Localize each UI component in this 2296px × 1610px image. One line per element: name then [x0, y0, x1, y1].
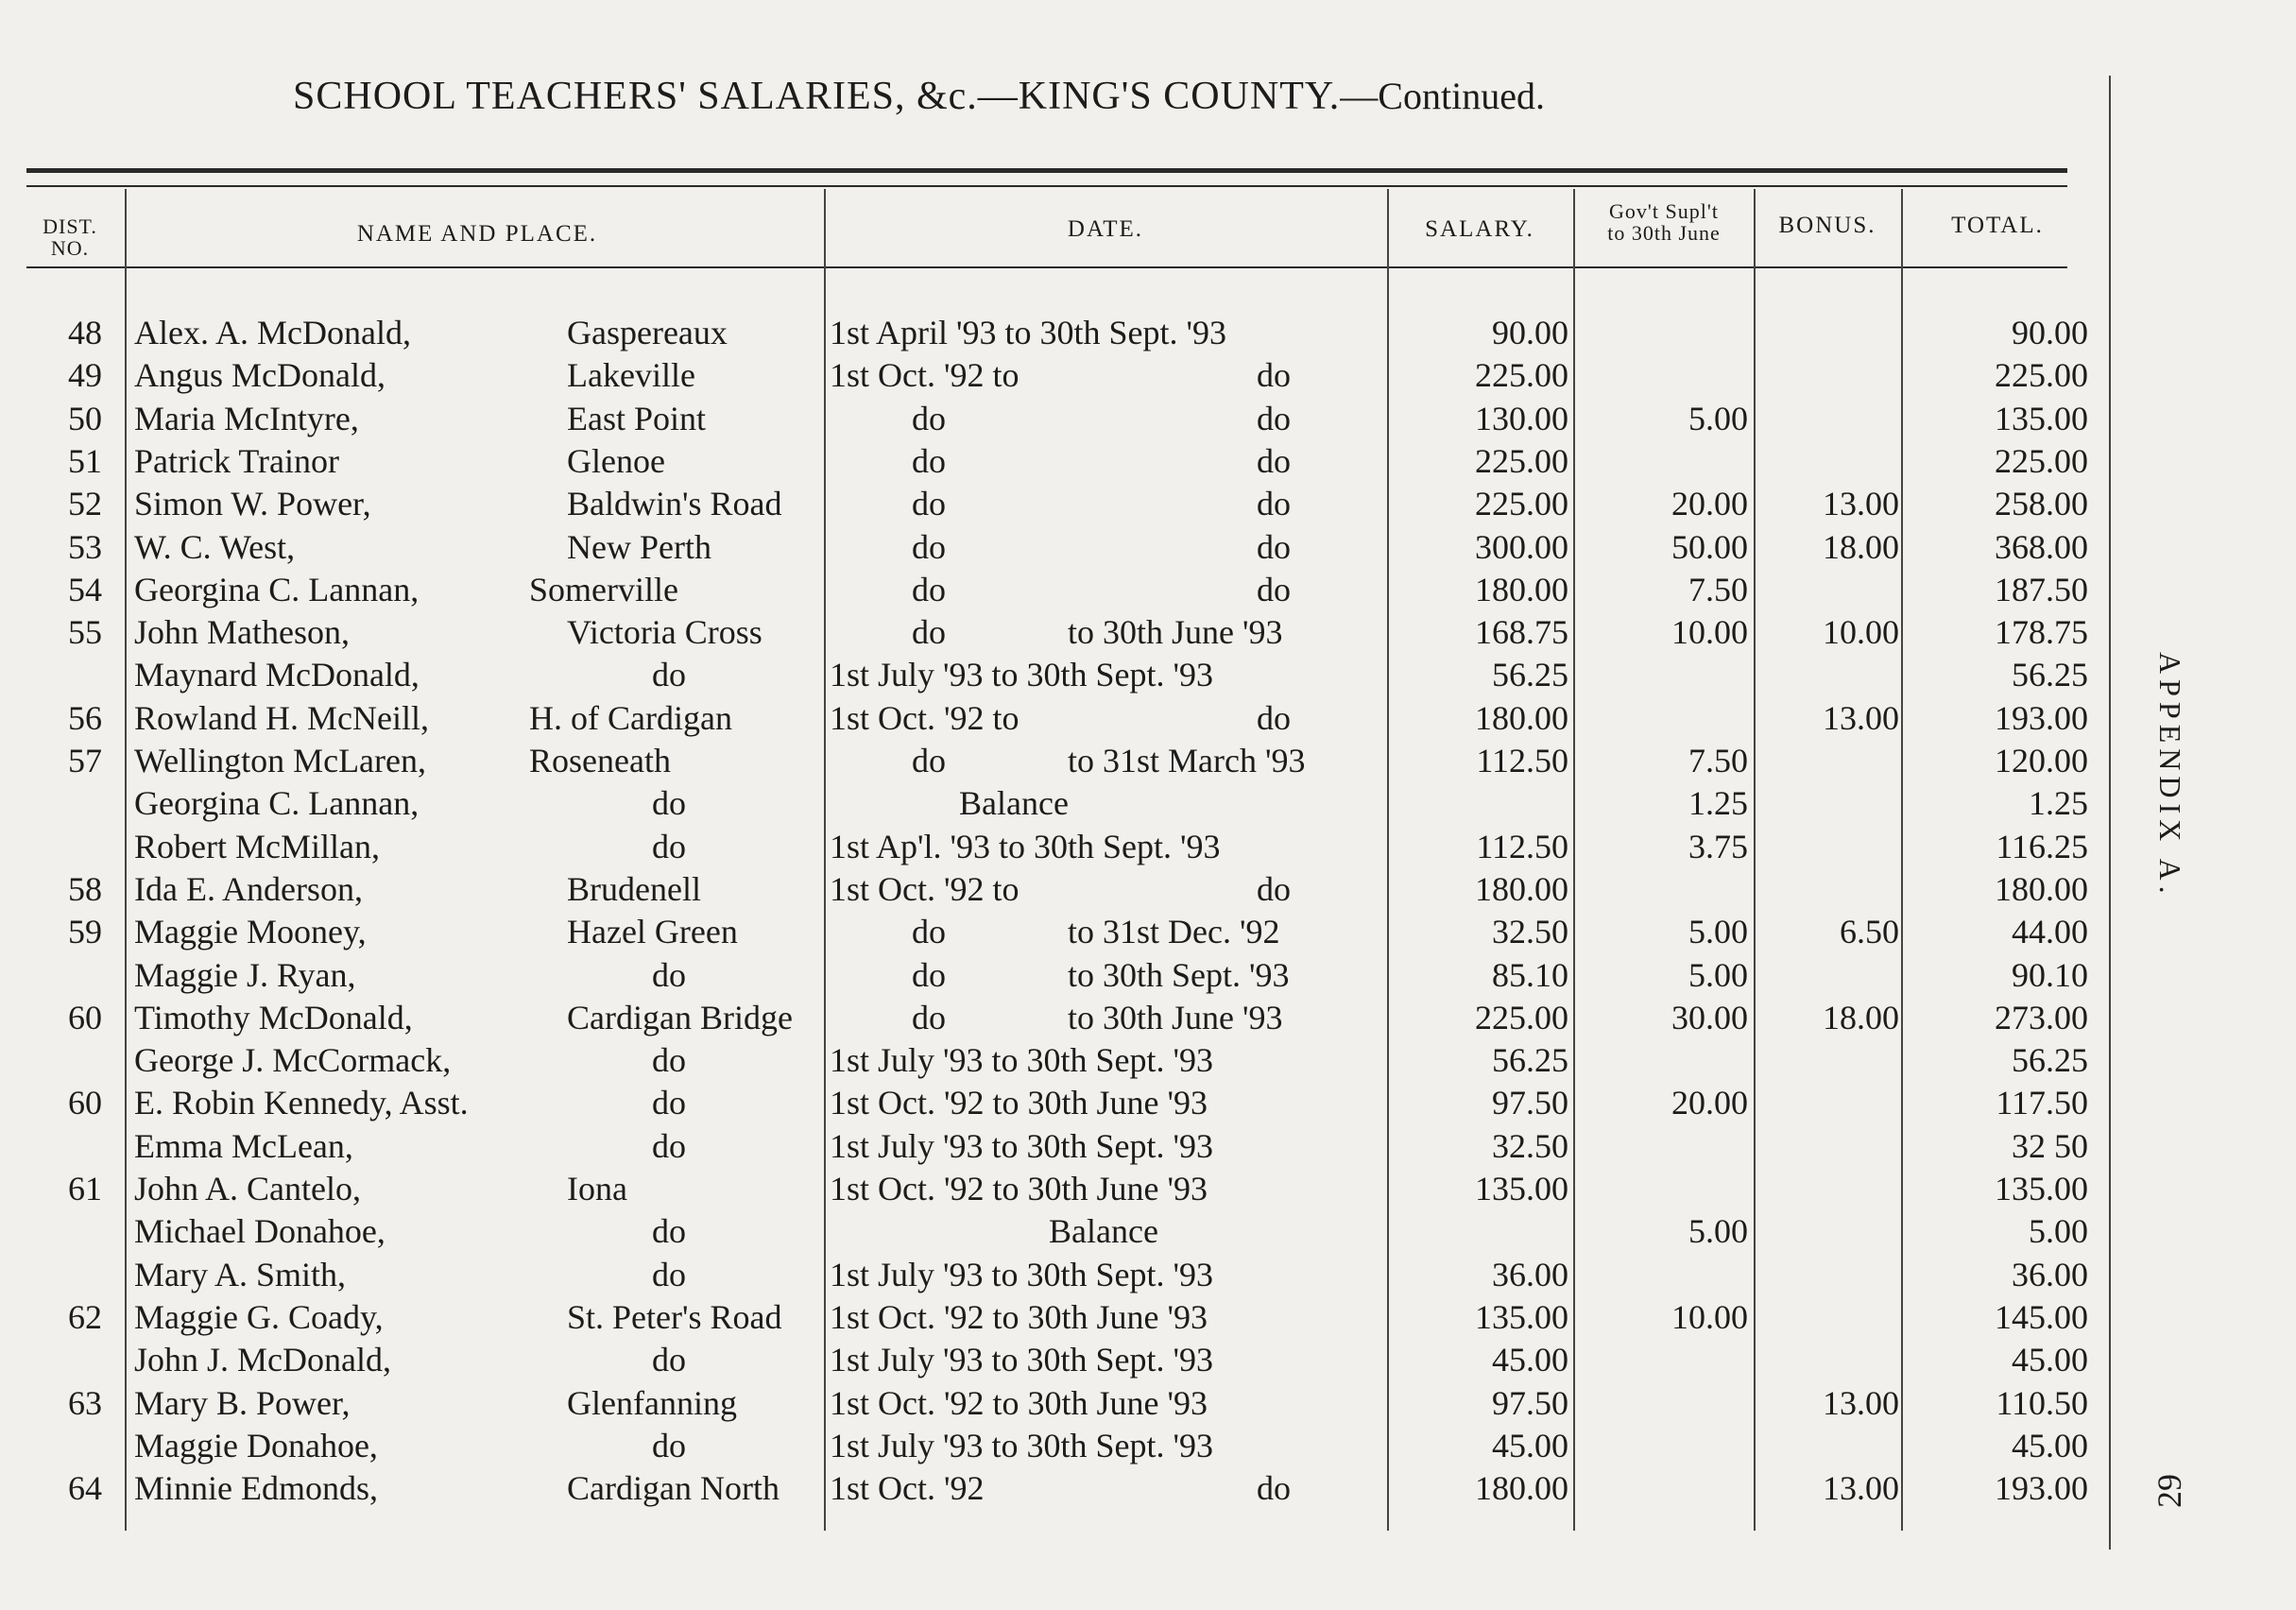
table-row — [0, 483, 2126, 525]
table-row — [0, 1168, 2126, 1210]
cell-salary: 225.00 — [1475, 441, 1568, 480]
cell-name: Maggie Mooney, — [134, 913, 367, 951]
cell-govt-supplement: 10.00 — [1671, 613, 1748, 652]
cell-total: 187.50 — [1995, 570, 2088, 608]
cell-bonus: 13.00 — [1823, 698, 1899, 737]
cell-dist-no: 50 — [68, 399, 102, 437]
cell-name: Simon W. Power, — [134, 485, 371, 523]
cell-total: 1.25 — [2029, 784, 2088, 823]
cell-date-from: 1st July '93 to 30th Sept. '93 — [830, 1126, 1214, 1165]
cell-place: do — [652, 1041, 686, 1080]
cell-name: Ida E. Anderson, — [134, 869, 363, 908]
cell-name: Maria McIntyre, — [134, 399, 359, 437]
cell-salary: 32.50 — [1492, 913, 1568, 951]
table-row — [0, 740, 2126, 782]
cell-salary: 112.50 — [1476, 827, 1568, 865]
cell-place: Lakeville — [567, 356, 695, 395]
table-row — [0, 1254, 2126, 1296]
cell-date-from: 1st July '93 to 30th Sept. '93 — [830, 1341, 1214, 1379]
header-date: DATE. — [1067, 216, 1144, 242]
cell-govt-supplement: 20.00 — [1671, 485, 1748, 523]
cell-name: Georgina C. Lannan, — [134, 570, 420, 608]
table-row — [0, 1210, 2126, 1253]
cell-bonus: 18.00 — [1823, 998, 1899, 1036]
cell-total: 225.00 — [1995, 441, 2088, 480]
cell-place: do — [652, 1084, 686, 1122]
cell-place: Glenoe — [567, 441, 665, 480]
cell-dist-no: 60 — [68, 998, 102, 1036]
table-row — [0, 1125, 2126, 1168]
cell-dist-no: 58 — [68, 869, 102, 908]
cell-name: Wellington McLaren, — [134, 742, 427, 779]
table-row — [0, 997, 2126, 1039]
cell-total: 145.00 — [1995, 1297, 2088, 1336]
top-rule-thick — [26, 168, 2067, 173]
header-dist: DIST. NO. — [43, 214, 97, 261]
cell-bonus: 10.00 — [1823, 613, 1899, 652]
cell-total: 56.25 — [2012, 1041, 2088, 1080]
cell-date-from: 1st April '93 to 30th Sept. '93 — [830, 314, 1226, 351]
cell-place: do — [652, 1255, 686, 1293]
cell-date-to: do — [1257, 570, 1291, 608]
cell-name: Mary B. Power, — [134, 1383, 351, 1422]
cell-date-from: 1st Oct. '92 to 30th June '93 — [830, 1084, 1208, 1122]
cell-name: Maggie G. Coady, — [134, 1297, 384, 1336]
cell-place: Cardigan Bridge — [567, 998, 793, 1036]
cell-total: 5.00 — [2029, 1212, 2088, 1251]
cell-dist-no: 59 — [68, 913, 102, 951]
cell-bonus: 6.50 — [1840, 913, 1899, 951]
cell-govt-supplement: 30.00 — [1671, 998, 1748, 1036]
table-row — [0, 312, 2126, 354]
cell-salary: 36.00 — [1492, 1255, 1568, 1293]
cell-name: Maggie J. Ryan, — [134, 955, 356, 994]
cell-place: H. of Cardigan — [529, 698, 732, 737]
cell-bonus: 13.00 — [1823, 485, 1899, 523]
cell-place: do — [652, 1212, 686, 1251]
cell-dist-no: 51 — [68, 441, 102, 480]
cell-dist-no: 53 — [68, 527, 102, 566]
cell-date-to: to 30th June '93 — [1068, 613, 1283, 652]
header-salary: SALARY. — [1425, 216, 1534, 242]
cell-place: do — [652, 1126, 686, 1165]
cell-salary: 180.00 — [1475, 698, 1568, 737]
cell-salary: 135.00 — [1475, 1297, 1568, 1336]
cell-total: 44.00 — [2012, 913, 2088, 951]
cell-date-to: to 31st Dec. '92 — [1068, 913, 1280, 951]
cell-place: do — [652, 784, 686, 823]
table-row — [0, 569, 2126, 611]
header-bottom-rule — [26, 266, 2067, 268]
cell-date-from: 1st Oct. '92 to — [830, 698, 1019, 737]
cell-salary: 180.00 — [1475, 869, 1568, 908]
cell-dist-no: 63 — [68, 1383, 102, 1422]
cell-name: Mary A. Smith, — [134, 1255, 347, 1293]
cell-name: Rowland H. McNeill, — [134, 698, 429, 737]
cell-salary: 180.00 — [1475, 1469, 1568, 1508]
cell-salary: 85.10 — [1492, 955, 1568, 994]
cell-name: Michael Donahoe, — [134, 1212, 386, 1251]
cell-place: Glenfanning — [567, 1383, 737, 1422]
cell-date-from: do — [912, 955, 946, 994]
cell-dist-no: 60 — [68, 1084, 102, 1122]
cell-total: 117.50 — [1996, 1084, 2088, 1122]
cell-date-from: 1st July '93 to 30th Sept. '93 — [830, 656, 1214, 694]
page-title — [293, 74, 1805, 119]
cell-salary: 168.75 — [1475, 613, 1568, 652]
cell-govt-supplement: 10.00 — [1671, 1297, 1748, 1336]
cell-date-from: do — [912, 441, 946, 480]
cell-bonus: 18.00 — [1823, 527, 1899, 566]
cell-date-from: do — [912, 570, 946, 608]
cell-name: Maggie Donahoe, — [134, 1426, 378, 1464]
cell-date-to: to 30th June '93 — [1068, 998, 1283, 1036]
cell-date-to: do — [1257, 485, 1291, 523]
cell-date-from: do — [912, 742, 946, 779]
table-row — [0, 654, 2126, 696]
table-row — [0, 697, 2126, 740]
cell-dist-no: 49 — [68, 356, 102, 395]
cell-dist-no: 56 — [68, 698, 102, 737]
cell-total: 225.00 — [1995, 356, 2088, 395]
cell-total: 273.00 — [1995, 998, 2088, 1036]
cell-total: 180.00 — [1995, 869, 2088, 908]
cell-name: Maynard McDonald, — [134, 656, 420, 694]
cell-place: East Point — [567, 399, 707, 437]
cell-total: 193.00 — [1995, 1469, 2088, 1508]
cell-govt-supplement: 5.00 — [1688, 955, 1748, 994]
cell-salary: 32.50 — [1492, 1126, 1568, 1165]
cell-dist-no: 62 — [68, 1297, 102, 1336]
cell-date-from: Balance — [959, 784, 1069, 823]
cell-salary: 135.00 — [1475, 1170, 1568, 1208]
cell-date-from: 1st Oct. '92 to — [830, 356, 1019, 395]
cell-date-to: do — [1257, 399, 1291, 437]
cell-date-from: 1st Oct. '92 to 30th June '93 — [830, 1170, 1208, 1208]
title-main: SCHOOL TEACHERS' SALARIES, &c.—KING'S COUNTY. — [293, 75, 1341, 118]
table-row — [0, 782, 2126, 825]
cell-salary: 300.00 — [1475, 527, 1568, 566]
cell-date-from: do — [912, 527, 946, 566]
cell-dist-no: 52 — [68, 485, 102, 523]
cell-date-from: do — [912, 613, 946, 652]
cell-place: Cardigan North — [567, 1469, 780, 1508]
cell-salary: 56.25 — [1492, 656, 1568, 694]
cell-total: 258.00 — [1995, 485, 2088, 523]
cell-total: 36.00 — [2012, 1255, 2088, 1293]
cell-total: 135.00 — [1995, 1170, 2088, 1208]
cell-salary: 225.00 — [1475, 485, 1568, 523]
cell-total: 110.50 — [1996, 1383, 2088, 1422]
table-row — [0, 868, 2126, 911]
cell-date-from: 1st Oct. '92 to 30th June '93 — [830, 1297, 1208, 1336]
cell-place: New Perth — [567, 527, 711, 566]
cell-total: 178.75 — [1995, 613, 2088, 652]
cell-place: Baldwin's Road — [567, 485, 782, 523]
header-name-place: NAME AND PLACE. — [356, 221, 598, 247]
cell-name: Georgina C. Lannan, — [134, 784, 420, 823]
cell-total: 32 50 — [2012, 1126, 2088, 1165]
cell-total: 45.00 — [2012, 1426, 2088, 1464]
cell-place: Gaspereaux — [567, 314, 728, 351]
table-row — [0, 440, 2126, 483]
cell-govt-supplement: 7.50 — [1688, 742, 1748, 779]
cell-name: John A. Cantelo, — [134, 1170, 361, 1208]
cell-place: do — [652, 1426, 686, 1464]
cell-salary: 97.50 — [1492, 1383, 1568, 1422]
cell-place: do — [652, 827, 686, 865]
cell-place: Hazel Green — [567, 913, 738, 951]
header-total: TOTAL. — [1951, 213, 2044, 238]
cell-total: 368.00 — [1995, 527, 2088, 566]
cell-date-to: do — [1257, 527, 1291, 566]
cell-date-from: do — [912, 485, 946, 523]
cell-salary: 45.00 — [1492, 1341, 1568, 1379]
cell-name: Robert McMillan, — [134, 827, 380, 865]
cell-bonus: 13.00 — [1823, 1383, 1899, 1422]
table-row — [0, 911, 2126, 953]
cell-date-to: do — [1257, 1469, 1291, 1508]
cell-date-from: do — [912, 399, 946, 437]
table-row — [0, 398, 2126, 440]
table-row — [0, 1467, 2126, 1510]
cell-salary: 225.00 — [1475, 998, 1568, 1036]
cell-dist-no: 48 — [68, 314, 102, 351]
cell-name: Alex. A. McDonald, — [134, 314, 411, 351]
cell-salary: 180.00 — [1475, 570, 1568, 608]
cell-salary: 130.00 — [1475, 399, 1568, 437]
cell-dist-no: 55 — [68, 613, 102, 652]
cell-total: 56.25 — [2012, 656, 2088, 694]
cell-date-from: 1st July '93 to 30th Sept. '93 — [830, 1426, 1214, 1464]
cell-govt-supplement: 5.00 — [1688, 1212, 1748, 1251]
cell-place: Victoria Cross — [567, 613, 762, 652]
table-row — [0, 1082, 2126, 1124]
page-number: 29 — [2150, 1474, 2188, 1508]
cell-date-to: to 30th Sept. '93 — [1068, 955, 1290, 994]
cell-name: Angus McDonald, — [134, 356, 386, 395]
table-row — [0, 1339, 2126, 1381]
cell-name: Timothy McDonald, — [134, 998, 413, 1036]
table-row — [0, 1296, 2126, 1339]
cell-place: Brudenell — [567, 869, 701, 908]
table-row — [0, 354, 2126, 397]
cell-date-from: 1st Ap'l. '93 to 30th Sept. '93 — [830, 827, 1221, 865]
cell-name: Emma McLean, — [134, 1126, 353, 1165]
cell-date-to: do — [1257, 869, 1291, 908]
cell-salary: 56.25 — [1492, 1041, 1568, 1080]
appendix-label: APPENDIX A. — [2153, 652, 2187, 899]
cell-govt-supplement: 5.00 — [1688, 399, 1748, 437]
top-rule-thin — [26, 185, 2067, 187]
table-row — [0, 1382, 2126, 1425]
cell-salary: 225.00 — [1475, 356, 1568, 395]
table-row — [0, 1039, 2126, 1082]
title-continued: —Continued. — [1340, 75, 1545, 117]
cell-place: do — [652, 1341, 686, 1379]
table-row — [0, 611, 2126, 654]
cell-date-to: do — [1257, 698, 1291, 737]
cell-name: E. Robin Kennedy, Asst. — [134, 1084, 469, 1122]
cell-place: Roseneath — [529, 742, 671, 779]
table-row — [0, 1425, 2126, 1467]
cell-date-from: do — [912, 998, 946, 1036]
cell-total: 135.00 — [1995, 399, 2088, 437]
table-row — [0, 954, 2126, 997]
cell-salary: 112.50 — [1476, 742, 1568, 779]
cell-govt-supplement: 20.00 — [1671, 1084, 1748, 1122]
cell-salary: 45.00 — [1492, 1426, 1568, 1464]
cell-date-from: 1st July '93 to 30th Sept. '93 — [830, 1255, 1214, 1293]
cell-govt-supplement: 50.00 — [1671, 527, 1748, 566]
cell-date-to: to 31st March '93 — [1068, 742, 1306, 779]
cell-dist-no: 61 — [68, 1170, 102, 1208]
cell-bonus: 13.00 — [1823, 1469, 1899, 1508]
cell-date-from: do — [912, 913, 946, 951]
table-row — [0, 826, 2126, 868]
cell-date-from: 1st Oct. '92 — [830, 1469, 985, 1508]
cell-total: 90.10 — [2012, 955, 2088, 994]
cell-name: W. C. West, — [134, 527, 296, 566]
cell-total: 90.00 — [2012, 314, 2088, 351]
cell-govt-supplement: 5.00 — [1688, 913, 1748, 951]
cell-date-from: 1st Oct. '92 to 30th June '93 — [830, 1383, 1208, 1422]
cell-place: St. Peter's Road — [567, 1297, 782, 1336]
header-bonus: BONUS. — [1778, 213, 1876, 238]
cell-total: 116.25 — [1996, 827, 2088, 865]
cell-govt-supplement: 1.25 — [1688, 784, 1748, 823]
cell-dist-no: 54 — [68, 570, 102, 608]
header-govt: Gov't Supl't to 30th June — [1607, 199, 1721, 246]
cell-total: 120.00 — [1995, 742, 2088, 779]
cell-name: Minnie Edmonds, — [134, 1469, 378, 1508]
table-row — [0, 526, 2126, 569]
cell-salary: 97.50 — [1492, 1084, 1568, 1122]
cell-total: 45.00 — [2012, 1341, 2088, 1379]
cell-place: do — [652, 656, 686, 694]
cell-place: Somerville — [529, 570, 678, 608]
cell-name: John Matheson, — [134, 613, 350, 652]
cell-place: Iona — [567, 1170, 627, 1208]
cell-govt-supplement: 3.75 — [1688, 827, 1748, 865]
cell-total: 193.00 — [1995, 698, 2088, 737]
cell-date-to: do — [1257, 356, 1291, 395]
cell-dist-no: 64 — [68, 1469, 102, 1508]
cell-place: do — [652, 955, 686, 994]
cell-name: George J. McCormack, — [134, 1041, 452, 1080]
cell-date-to: do — [1257, 441, 1291, 480]
cell-name: Patrick Trainor — [134, 441, 340, 480]
cell-name: John J. McDonald, — [134, 1341, 391, 1379]
cell-date-from: 1st Oct. '92 to — [830, 869, 1019, 908]
cell-salary: 90.00 — [1492, 314, 1568, 351]
cell-dist-no: 57 — [68, 742, 102, 779]
cell-date-from: Balance — [1049, 1212, 1158, 1251]
cell-date-from: 1st July '93 to 30th Sept. '93 — [830, 1041, 1214, 1080]
cell-govt-supplement: 7.50 — [1688, 570, 1748, 608]
